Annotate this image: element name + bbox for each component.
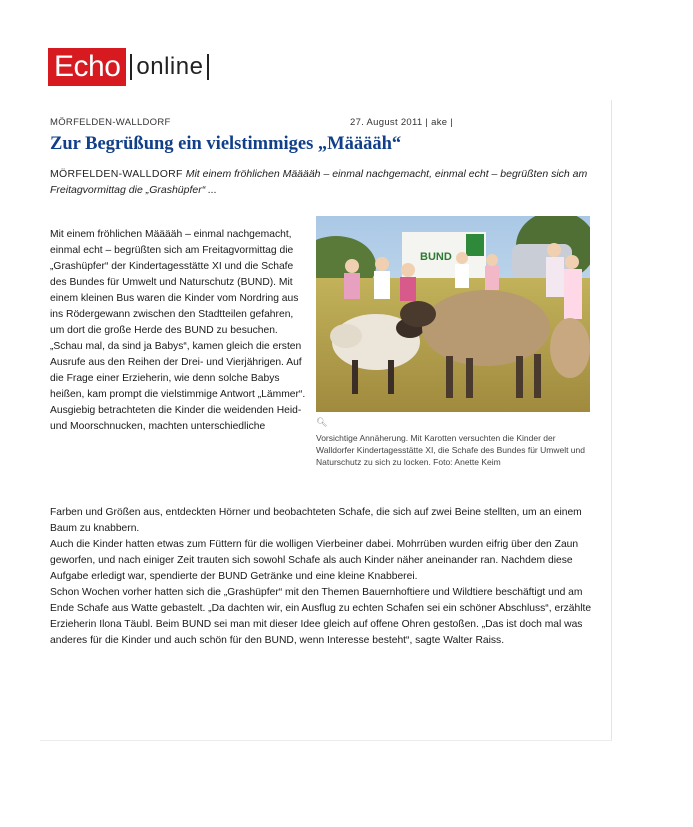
bus-label: BUND — [420, 251, 452, 263]
echo-online-logo[interactable] — [48, 48, 213, 86]
body-paragraph-2b: Farben und Größen aus, entdeckten Hörner und beobachteten Schafe, die sich auf zwei Beine stellten, um an einem Baum zu knabbern. — [50, 507, 582, 534]
page-frame-bottom — [40, 740, 612, 741]
article-photo[interactable] — [316, 216, 590, 412]
article-teaser — [50, 166, 590, 198]
article-meta — [50, 117, 470, 128]
article-body-wide — [50, 505, 595, 649]
body-paragraph-2a: „Schau mal, da sind ja Babys“, kamen gleich die ersten Ausrufe aus den Reihen der Drei- und Vierjährigen. Auf die Frage einer Erzieherin, wie denn solche Babys heißen, kam prompt die vielstimmige Antwort „Lämmer“. Ausgiebig betrachteten die Kinder die weidenden Heid- und Moorschnucken, machten unterschiedliche — [50, 341, 306, 432]
page-frame-right — [611, 100, 612, 740]
article-date: 27. August 2011 | ake | — [350, 117, 454, 128]
sheep-photo-illustration — [316, 216, 590, 412]
article-body-column — [50, 227, 308, 435]
logo-echo: Echo — [48, 48, 126, 86]
body-paragraph-3: Auch die Kinder hatten etwas zum Füttern für die wolligen Vierbeiner dabei. Mohrrüben wurden eifrig über den Zaun geworfen, und nach einiger Zeit trauten sich sowohl Schafe als auch Kinder näher aneinander ran. Nachdem diese Aufgabe erledigt war, spendierte der BUND Getränke und eine kleine Knabberei. — [50, 539, 579, 582]
photo-caption: Vorsichtige Annäherung. Mit Karotten versuchten die Kinder der Walldorfer Kindertagesstätte XI, die Schafe des Bundes für Umwelt und Naturschutz zu sich zu locken. Foto: Anette Keim — [316, 433, 585, 467]
logo-divider — [130, 54, 132, 80]
teaser-location: MÖRFELDEN-WALLDORF — [50, 168, 183, 180]
body-paragraph-1: Mit einem fröhlichen Määääh – einmal nachgemacht, einmal echt – begrüßten sich am Freitagvormittag die „Grashüpfer“ der Kindertagesstätte XI und die Schafe des Bundes für Umwelt und Naturschutz (BUND). Mit einem kleinen Bus waren die Kinder vom Nordring aus ins Rödergewann zwischen den Stadtteilen gefahren, um dort die große Herde des BUND zu besuchen. — [50, 229, 299, 336]
magnifier-icon[interactable]: 🔍︎ — [316, 417, 328, 427]
teaser-text: Mit einem fröhlichen Määääh – einmal nachgemacht, einmal echt – begrüßten sich am Freitagvormittag die „Grashüpfer“ ... — [50, 168, 588, 196]
logo-online: online — [136, 53, 204, 80]
article-headline: Zur Begrüßung ein vielstimmiges „Määääh“ — [50, 134, 402, 154]
body-paragraph-4: Schon Wochen vorher hatten sich die „Grashüpfer“ mit den Themen Bauernhoftiere und Wildtiere beschäftigt und am Ende Schafe aus Watte gebastelt. „Da dachten wir, ein Ausflug zu echten Schafen sei ein schöner Abschluss“, erzählte Erzieherin Ilona Täubl. Beim BUND sei man mit dieser Idee gleich auf offene Ohren gestoßen. „Das ist doch mal was anderes für die Kinder und auch schön für den BUND, wenn Interesse besteht“, sagte Walter Raiss. — [50, 587, 592, 646]
logo-divider-end — [207, 54, 209, 80]
section-label: MÖRFELDEN-WALLDORF — [50, 117, 171, 128]
